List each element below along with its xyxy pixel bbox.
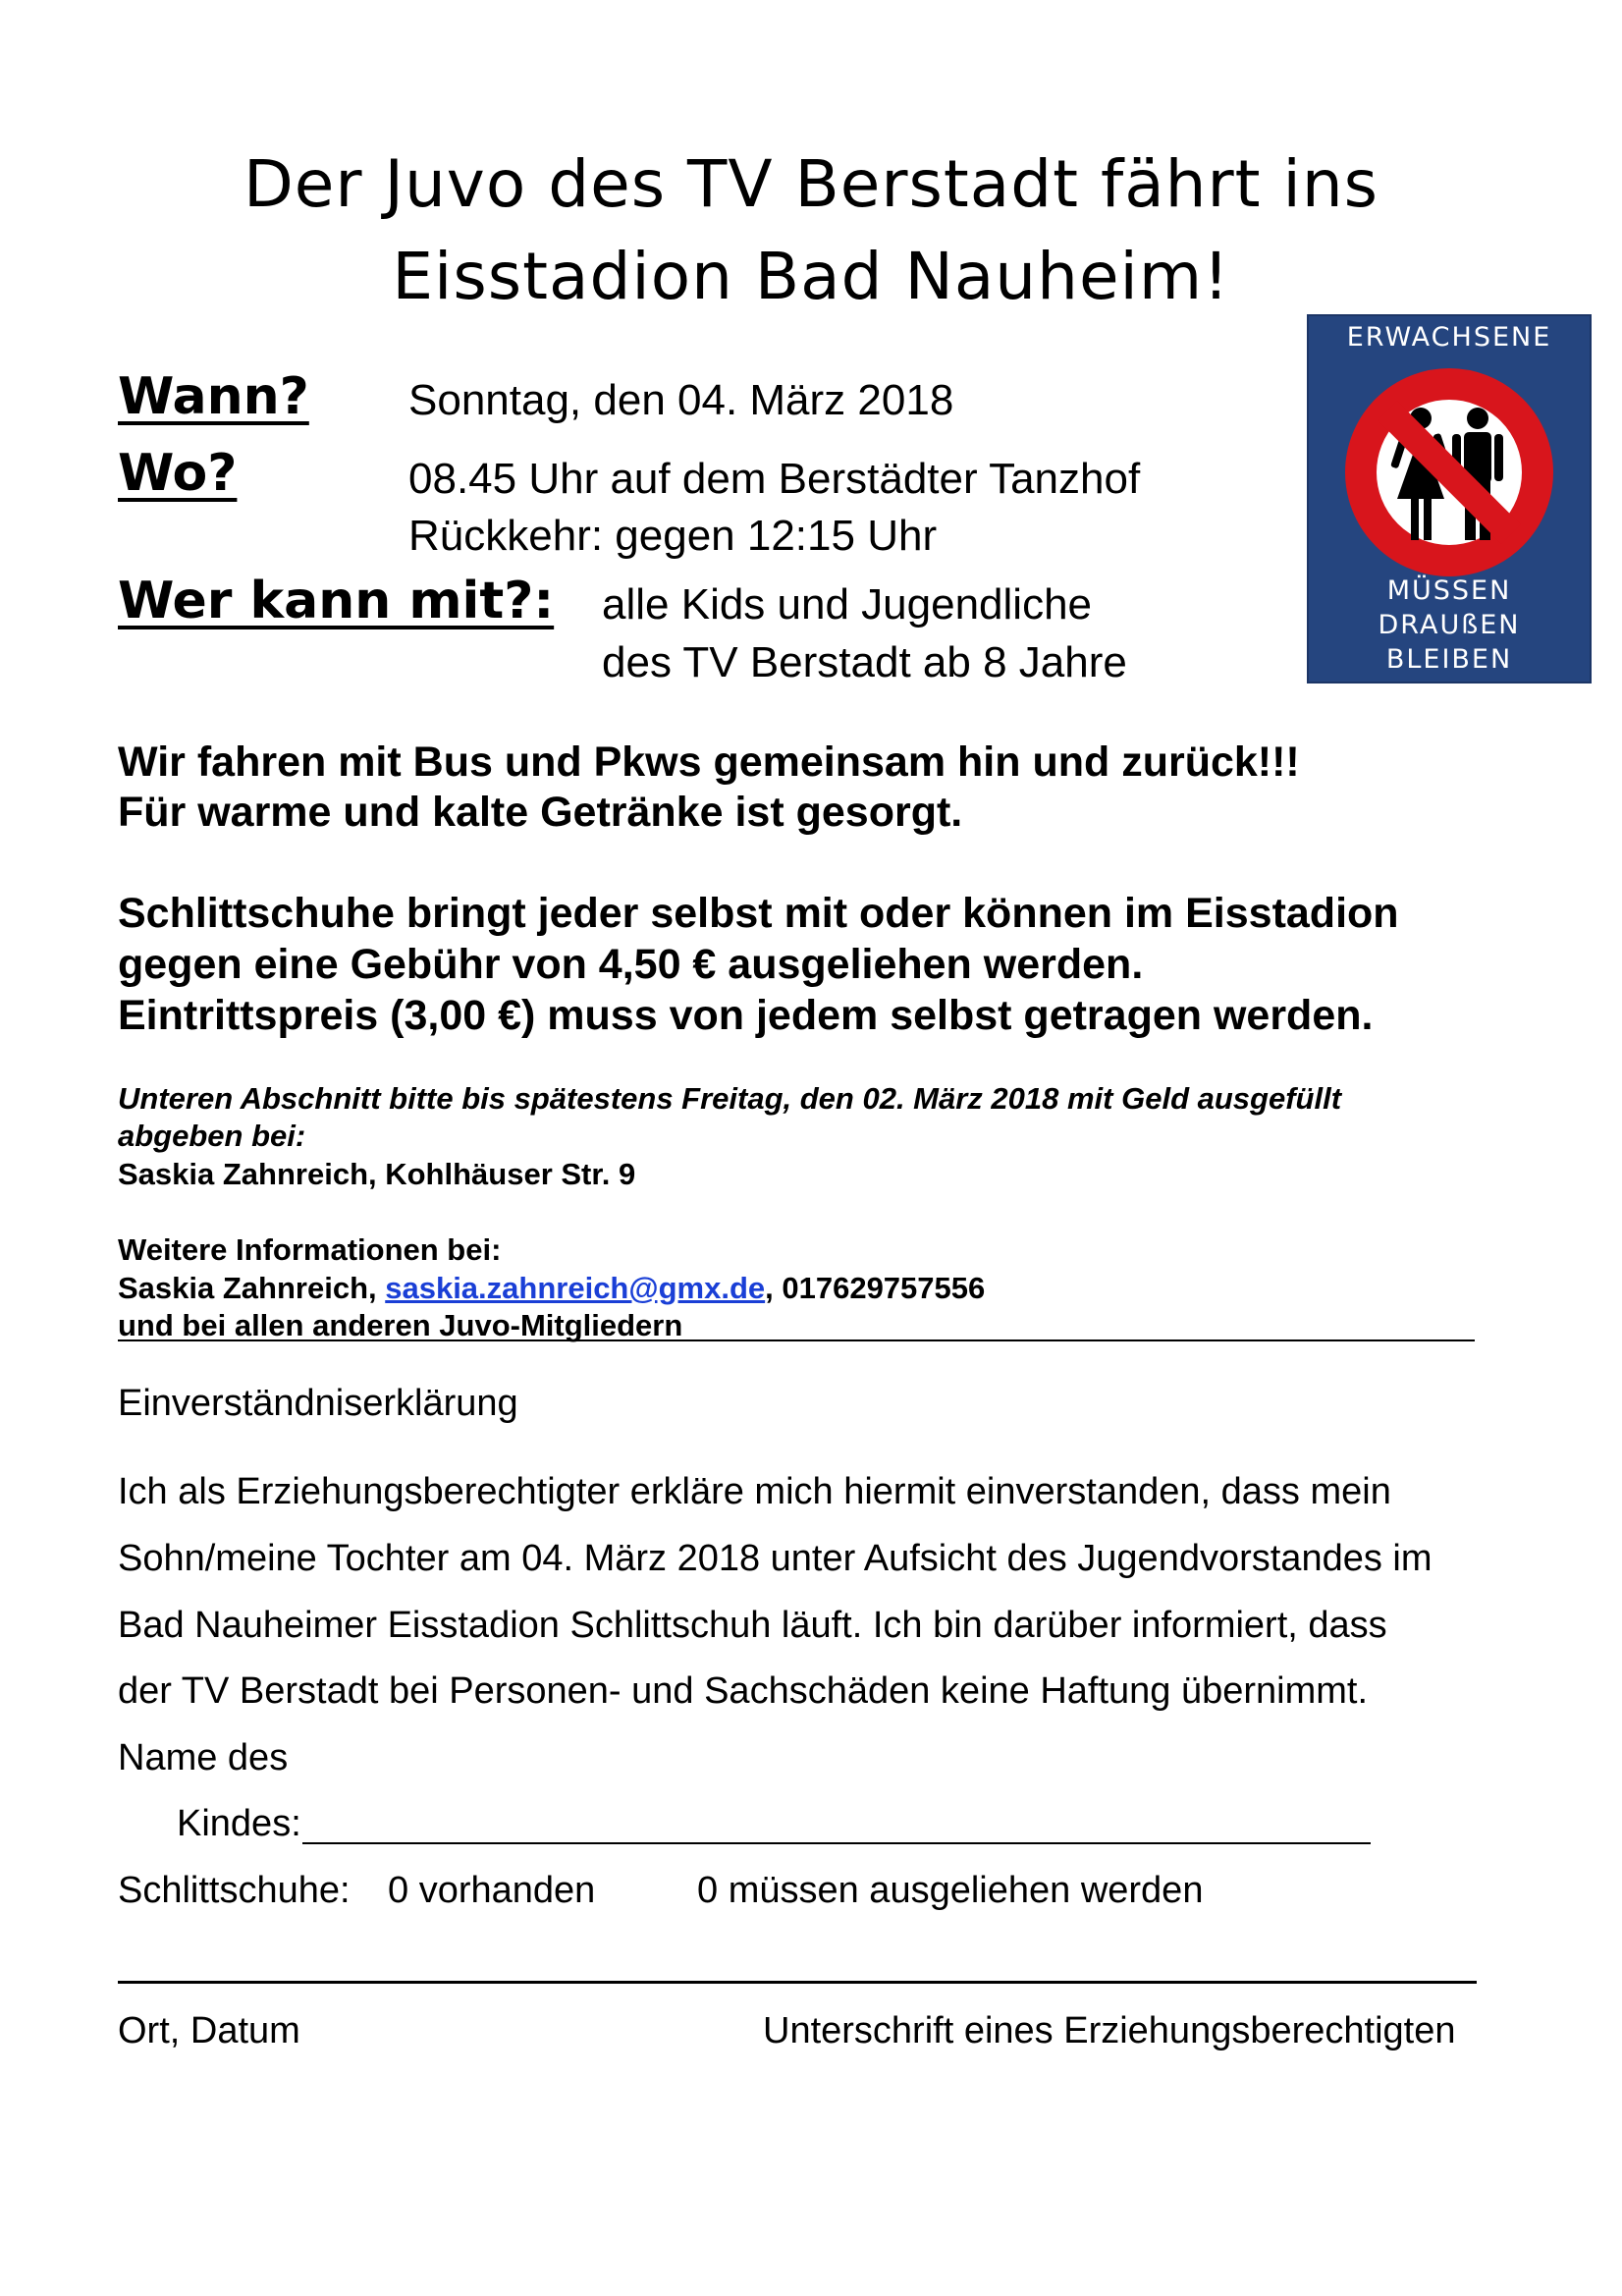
where-value-return: Rückkehr: gegen 12:15 Uhr: [408, 512, 938, 560]
who-value-2: des TV Berstadt ab 8 Jahre: [602, 638, 1127, 686]
contact-line: [118, 1271, 985, 1306]
who-value-1: alle Kids und Jugendliche: [602, 580, 1093, 629]
cut-line: [118, 1339, 1475, 1341]
skates-text-2: gegen eine Gebühr von 4,50 € ausgeliehen werden.: [118, 941, 1144, 988]
badge-top-text: ERWACHSENE: [1346, 322, 1552, 353]
skates-option-rent[interactable]: 0 müssen ausgeliehen werden: [697, 1870, 1204, 1911]
skates-option-own[interactable]: 0 vorhanden: [388, 1870, 596, 1911]
skates-text-1: Schlittschuhe bringt jeder selbst mit oder können im Eisstadion: [118, 890, 1399, 937]
who-label: Wer kann mit?:: [118, 572, 555, 630]
consent-heading: Einverständniserklärung: [118, 1383, 518, 1424]
consent-line-2: Sohn/meine Tochter am 04. März 2018 unter Aufsicht des Jugendvorstandes im: [118, 1538, 1433, 1579]
badge-bottom-line-1: MÜSSEN: [1386, 575, 1512, 606]
when-label: Wann?: [118, 367, 309, 426]
email-link[interactable]: saskia.zahnreich@gmx.de: [385, 1271, 766, 1305]
name-label-2: Kindes:: [177, 1803, 301, 1844]
address-text: Saskia Zahnreich, Kohlhäuser Str. 9: [118, 1157, 636, 1191]
contact-name: Saskia Zahnreich,: [118, 1271, 386, 1305]
consent-line-1: Ich als Erziehungsberechtigter erkläre mich hiermit einverstanden, dass mein: [118, 1471, 1391, 1512]
consent-line-4: der TV Berstadt bei Personen- und Sachschäden keine Haftung übernimmt.: [118, 1670, 1369, 1712]
child-name-field[interactable]: [302, 1842, 1371, 1844]
page-title-line-2: Eisstadion Bad Nauheim!: [392, 239, 1230, 314]
entry-fee-text: Eintrittspreis (3,00 €) muss von jedem selbst getragen werden.: [118, 992, 1374, 1039]
consent-line-3: Bad Nauheimer Eisstadion Schlittschuh läuft. Ich bin darüber informiert, dass: [118, 1605, 1387, 1646]
name-label-1: Name des: [118, 1737, 289, 1778]
contact-phone: , 017629757556: [765, 1271, 986, 1305]
where-label: Wo?: [118, 444, 238, 503]
transport-text: Wir fahren mit Bus und Pkws gemeinsam hin und zurück!!!: [118, 738, 1300, 786]
page-title-line-1: Der Juvo des TV Berstadt fährt ins: [243, 146, 1379, 222]
drinks-text: Für warme und kalte Getränke ist gesorgt.: [118, 789, 963, 836]
deadline-note-2: abgeben bei:: [118, 1119, 306, 1153]
others-text: und bei allen anderen Juvo-Mitgliedern: [118, 1308, 683, 1342]
badge-bottom-line-3: BLEIBEN: [1385, 644, 1513, 675]
deadline-note-1: Unteren Abschnitt bitte bis spätestens Freitag, den 02. März 2018 mit Geld ausgefüllt: [118, 1081, 1342, 1116]
signature-line[interactable]: [118, 1981, 1477, 1984]
place-date-label: Ort, Datum: [118, 2010, 300, 2051]
signature-label: Unterschrift eines Erziehungsberechtigten: [763, 2010, 1456, 2051]
skates-label: Schlittschuhe:: [118, 1870, 351, 1911]
when-value: Sonntag, den 04. März 2018: [408, 376, 954, 424]
where-value-time: 08.45 Uhr auf dem Berstädter Tanzhof: [408, 455, 1141, 503]
badge-bottom-line-2: DRAUßEN: [1378, 610, 1521, 640]
no-adults-badge: [1307, 314, 1592, 683]
more-info-text: Weitere Informationen bei:: [118, 1232, 502, 1267]
